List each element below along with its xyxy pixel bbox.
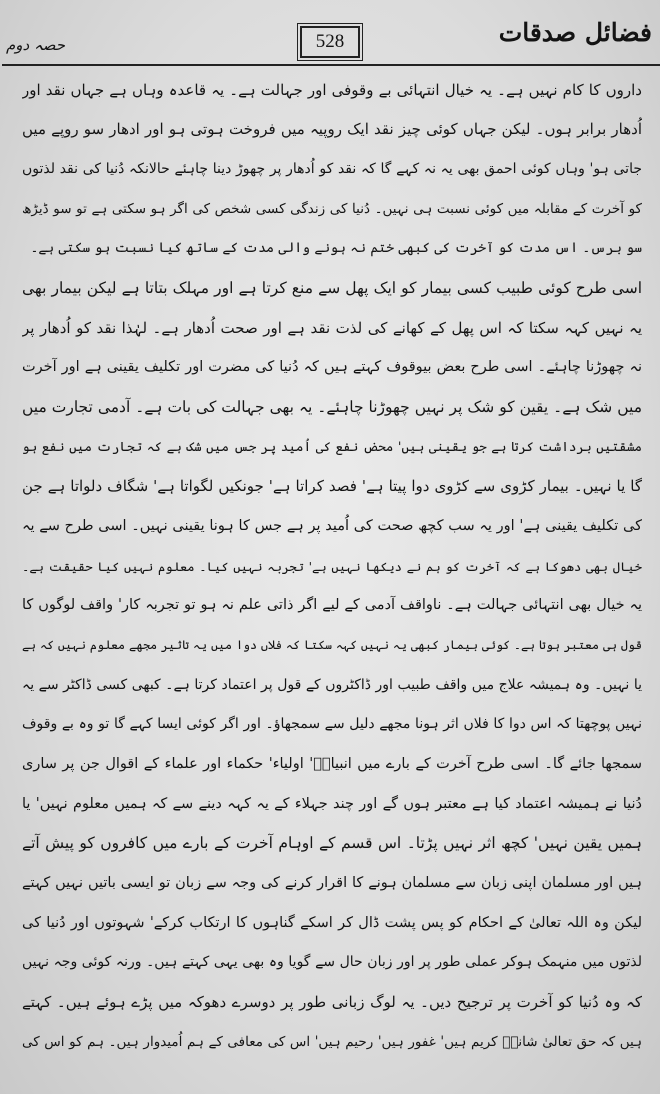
section-label: حصہ دوم [6,36,66,54]
text-line: نہ چھوڑنا چاہئے۔ اسی طرح بعض بیوقوف کہتے ہیں کہ دُنیا کی مضرت اور تکلیف یقینی ہے اور آخرت [22,359,642,375]
text-line: مشقتیں برداشت کرتا ہے جو یقینی ہیں' محض نفع کی اُمید پر جس میں شک ہے کہ تجارت میں نفع ہو [22,440,642,455]
page-number: 528 [300,26,360,58]
text-line: یہ خیال بھی انتہائی جہالت ہے۔ ناواقف آدمی کے لیے اگر ذاتی علم نہ ہو تو تجربہ کار' واقف لوگوں کا [22,597,642,613]
text-line: ہیں کہ حق تعالیٰ شانہٗ کریم ہیں' غفور ہیں' رحیم ہیں' اس کی معافی کے ہم اُمیدوار ہیں۔ ہم کو اس کی [22,1034,642,1050]
text-line: لذتوں میں منہمک ہوکر عملی طور پر اور زبان حال سے گویا وہ بھی یہی کہتے ہیں۔ ورنہ کوئی وجہ نہیں [22,954,642,970]
running-title: فضائل صدقات [498,18,652,47]
page-header [0,0,660,70]
text-line: کہ وہ دُنیا کو آخرت پر ترجیح دیں۔ یہ لوگ زبانی طور پر دوسرے دھوکہ میں پڑے ہوئے ہیں۔ کہتے [22,993,642,1011]
text-line: دُنیا نے ہمیشہ اعتماد کیا ہے معتبر ہوں گے اور چند جہلاء کے یہ کہہ دینے سے کہ ہمیں معلوم نہیں' یا [22,796,642,812]
text-line: اسی طرح کوئی طبیب کسی بیمار کو ایک پھل سے منع کرتا ہے اور مہلک بتاتا ہے لیکن بیمار بھی [22,279,642,297]
text-line: ہیں اور مسلمان اپنی زبان سے مسلمان ہونے کا اقرار کرنے کی وجہ سے زبان تو ایسی باتیں نہیں کہتے [22,875,642,891]
text-line: جاتی ہو' وہاں کوئی احمق بھی یہ نہ کہے گا کہ نقد کو اُدھار پر چھوڑ دینا چاہئے حالانکہ دُنیا کی نقد لذتوں [22,161,642,177]
text-line: ہمیں یقین نہیں' کچھ اثر نہیں پڑتا۔ اس قسم کے اوہام آخرت کے بارے میں کافروں کو پیش آتے [22,834,642,852]
text-line: گا یا نہیں۔ بیمار کڑوی سے کڑوی دوا پیتا ہے' فصد کراتا ہے' جونکیں لگواتا ہے' شگاف دلواتا ہے جن [22,477,642,495]
text-line: یہ نہیں کہہ سکتا کہ اس پھل کے کھانے کی لذت نقد ہے اور صحت اُدھار ہے۔ لہٰذا نقد کو اُدھار پر [22,319,642,337]
text-line: میں شک ہے۔ یقین کو شک پر نہیں چھوڑنا چاہئے۔ یہ بھی جہالت کی بات ہے۔ آدمی تجارت میں [22,398,642,416]
text-line: داروں کا کام نہیں ہے۔ یہ خیال انتہائی بے وقوفی اور جہالت ہے۔ یہ قاعدہ وہاں ہے جہاں نقد اور [22,81,642,99]
text-line: سمجھا جائے گا۔ اسی طرح آخرت کے بارے میں انبیاءؑ' اولیاء' حکماء اور علماء کے اقوال جن پر ساری [22,756,642,772]
text-line: لیکن وہ اللہ تعالیٰ کے احکام کو پس پشت ڈال کر اسکے گناہوں کا ارتکاب کرکے' شہوتوں اور دُنیا کی [22,915,642,931]
text-line: قول ہی معتبر ہوتا ہے۔ کوئی بیمار کبھی یہ نہیں کہہ سکتا کہ فلاں دوا میں یہ تاثیر مجھے معلوم نہیں کہ ہے [22,638,642,652]
text-line: کو آخرت کے مقابلہ میں کوئی نسبت ہی نہیں۔ دُنیا کی زندگی کسی شخص کی اگر ہو سکتی ہے تو سو ڈیڑھ [22,201,642,217]
header-rule [2,64,660,66]
text-line: یا نہیں۔ وہ ہمیشہ علاج میں واقف طبیب اور ڈاکٹروں کے قول پر اعتماد کرتا ہے۔ کبھی کسی ڈاکٹر سے یہ [22,677,642,693]
text-line: سو برس۔ اس مدت کو آخرت کی کبھی ختم نہ ہونے والی مدت کے ساتھ کیا نسبت ہو سکتی ہے۔ [30,240,642,256]
body-text [22,76,642,1086]
text-line: اُدھار برابر ہوں۔ لیکن جہاں کوئی چیز نقد ایک روپیہ میں فروخت ہوتی ہو اور ادھار سو روپے میں [22,120,642,138]
text-line: نہیں پوچھتا کہ اس دوا کا فلاں اثر ہونا مجھے دلیل سے سمجھاؤ۔ اور اگر کوئی ایسا کہے گا تو وہ بے وقوف [22,716,642,732]
text-line: خیال بھی دھوکا ہے کہ آخرت کو ہم نے دیکھا نہیں ہے' تجربہ نہیں کیا۔ معلوم نہیں کیا حقیقت ہے۔ [22,559,642,574]
text-line: کی تکلیف یقینی ہے' اور یہ سب کچھ صحت کی اُمید پر ہے جس کا ہونا یقینی نہیں۔ اسی طرح سے یہ [22,518,642,534]
